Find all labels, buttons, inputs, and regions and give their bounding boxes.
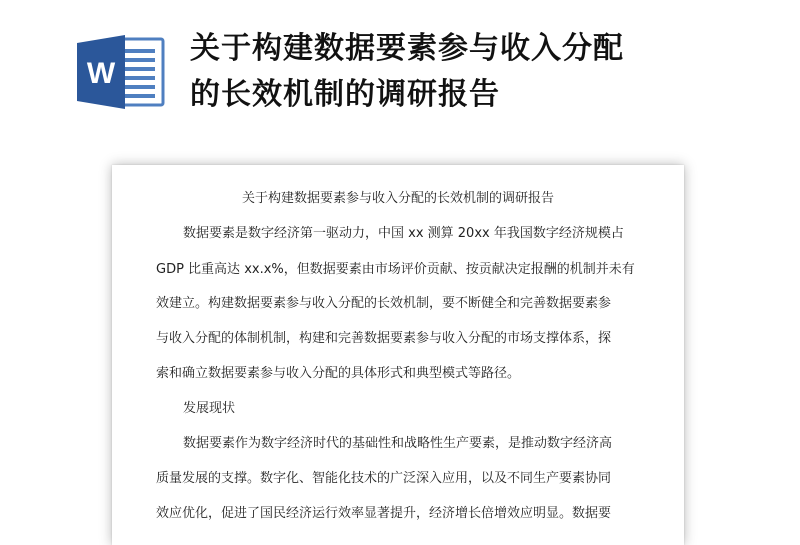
document-title: 关于构建数据要素参与收入分配的长效机制的调研报告 bbox=[241, 191, 554, 206]
page-title-line-2: 的长效机制的调研报告 bbox=[190, 77, 500, 112]
paragraph-line: 数据要素是数字经济第一驱动力，中国 xx 测算 20xx 年我国数字经济规模占 bbox=[183, 226, 624, 241]
paragraph-line: 索和确立数据要素参与收入分配的具体形式和典型模式等路径。 bbox=[156, 366, 521, 381]
paragraph-line: 数据要素作为数字经济时代的基础性和战略性生产要素，是推动数字经济高 bbox=[183, 436, 613, 451]
paragraph-line: 效应优化，促进了国民经济运行效率显著提升，经济增长倍增效应明显。数据要 bbox=[156, 506, 612, 521]
paragraph-line: 质量发展的支撑。数字化、智能化技术的广泛深入应用，以及不同生产要素协同 bbox=[156, 471, 612, 486]
section-heading: 发展现状 bbox=[183, 401, 236, 416]
word-logo-letter: W bbox=[86, 57, 116, 90]
page-title bbox=[190, 26, 780, 118]
header bbox=[0, 0, 800, 150]
page-title-line-1: 关于构建数据要素参与收入分配 bbox=[190, 31, 624, 66]
paragraph-line: GDP 比重高达 xx.x%，但数据要素由市场评价贡献、按贡献决定报酬的机制并未有 bbox=[156, 262, 635, 277]
paragraph-line: 与收入分配的体制机制，构建和完善数据要素参与收入分配的市场支撑体系，探 bbox=[156, 331, 612, 346]
word-document-icon bbox=[75, 31, 165, 113]
document-page bbox=[112, 165, 684, 545]
paragraph-line: 效建立。构建数据要素参与收入分配的长效机制，要不断健全和完善数据要素参 bbox=[156, 296, 612, 311]
